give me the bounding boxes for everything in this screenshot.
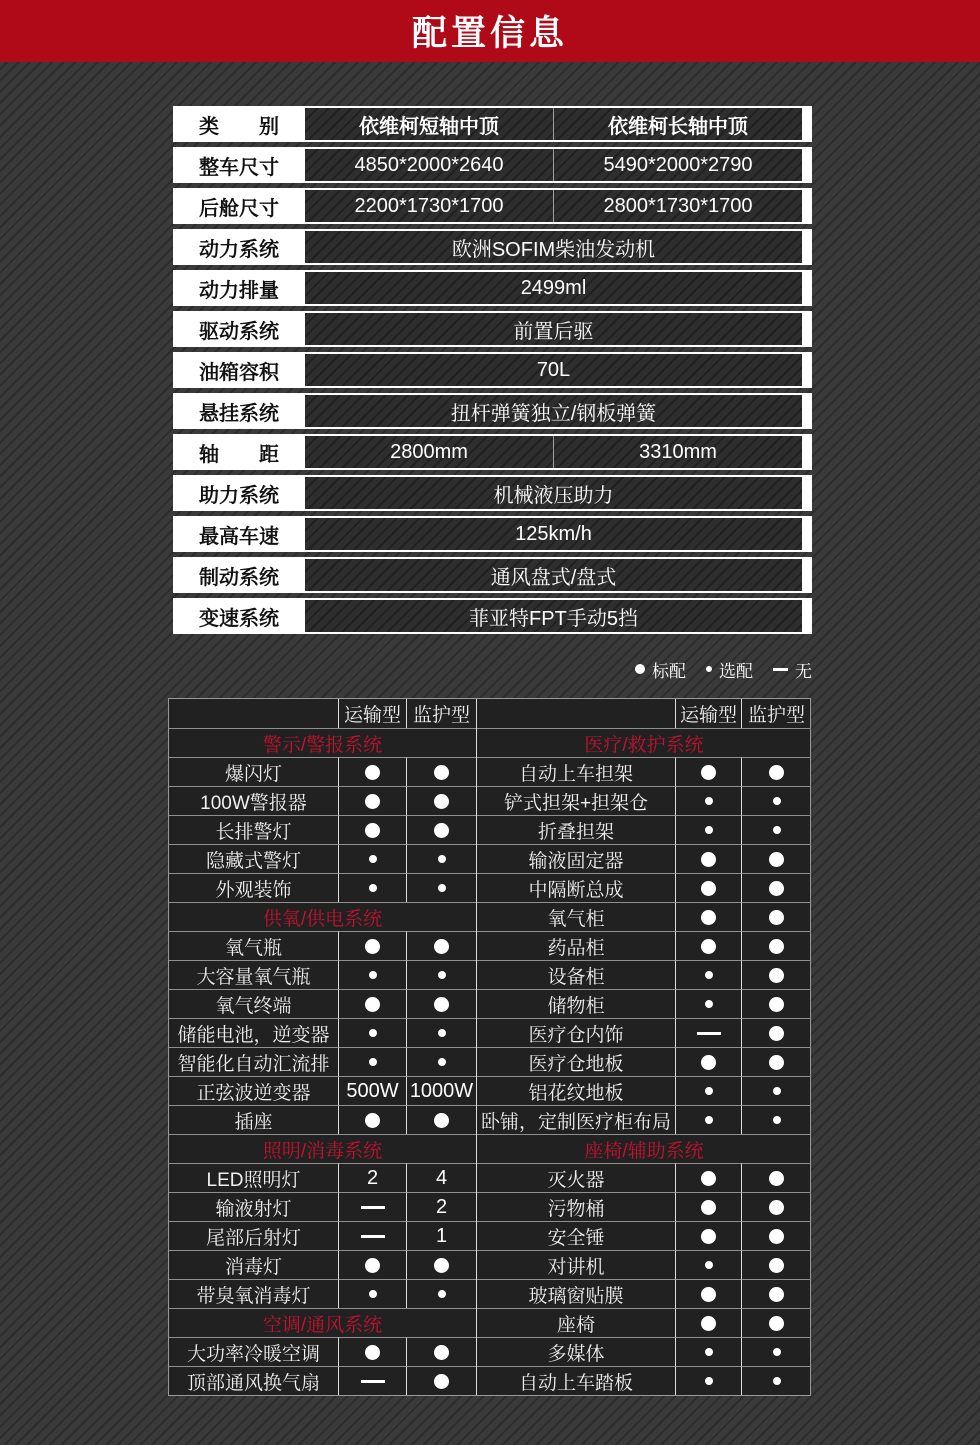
feature-value-monitor <box>741 1047 811 1076</box>
standard-dot-icon <box>434 939 449 954</box>
section-header: 照明/消毒系统 <box>169 1134 476 1163</box>
spec-row <box>173 147 812 183</box>
feature-value-transport <box>338 1250 406 1279</box>
spec-label: 助力系统 <box>199 484 279 507</box>
optional-dot-icon <box>438 1029 446 1037</box>
feature-value-monitor <box>406 1018 476 1047</box>
standard-dot-icon <box>365 1113 380 1128</box>
spec-label: 轴 距 <box>199 443 279 466</box>
standard-dot-icon <box>365 794 380 809</box>
feature-value-transport <box>675 902 741 931</box>
optional-dot-icon <box>438 1058 446 1066</box>
banner <box>0 0 980 62</box>
feature-value-transport <box>675 1105 741 1134</box>
feature-value-transport <box>675 844 741 873</box>
standard-dot-icon <box>701 1287 716 1302</box>
feature-value-monitor <box>741 1192 811 1221</box>
feature-value-transport <box>675 1221 741 1250</box>
feature-value-transport <box>338 989 406 1018</box>
feature-value-monitor <box>406 873 476 902</box>
standard-dot-icon <box>769 997 784 1012</box>
spec-row <box>173 475 812 511</box>
feature-value-transport <box>338 1337 406 1366</box>
optional-dot-icon <box>705 971 713 979</box>
standard-dot-icon <box>769 1171 784 1186</box>
optional-dot-icon <box>369 1290 377 1298</box>
feature-value-transport <box>338 931 406 960</box>
section-header: 医疗/救护系统 <box>477 728 811 757</box>
feature-value-transport <box>338 1076 406 1105</box>
spec-values <box>305 190 802 222</box>
feature-value-transport <box>338 815 406 844</box>
spec-value: 2499ml <box>520 276 587 299</box>
feature-label: 氧气终端 <box>169 989 338 1018</box>
ring-dot-icon <box>706 666 712 672</box>
feature-value-monitor <box>406 960 476 989</box>
optional-dot-icon <box>773 1087 781 1095</box>
spec-values <box>305 559 802 591</box>
feature-value-transport <box>338 1163 406 1192</box>
standard-dot-icon <box>769 1316 784 1331</box>
legend-label: 标配 <box>652 661 686 681</box>
optional-dot-icon <box>705 1116 713 1124</box>
filled-dot-icon <box>635 664 645 674</box>
standard-dot-icon <box>365 765 380 780</box>
feature-label: 输液固定器 <box>477 844 675 873</box>
feature-label: 智能化自动汇流排 <box>169 1047 338 1076</box>
spec-row <box>173 434 812 470</box>
feature-value-monitor <box>741 1250 811 1279</box>
feature-value-transport <box>338 1366 406 1395</box>
standard-dot-icon <box>769 852 784 867</box>
spec-value: 5490*2000*2790 <box>553 149 802 181</box>
none-dash-icon <box>361 1380 385 1383</box>
feature-value-monitor <box>741 1279 811 1308</box>
feature-value-monitor <box>741 815 811 844</box>
feature-value-monitor <box>741 786 811 815</box>
feature-value-monitor <box>741 1163 811 1192</box>
feature-value-monitor <box>741 757 811 786</box>
feature-label: 折叠担架 <box>477 815 675 844</box>
feature-value-transport <box>338 1018 406 1047</box>
standard-dot-icon <box>701 1316 716 1331</box>
standard-dot-icon <box>701 910 716 925</box>
standard-dot-icon <box>434 1374 449 1389</box>
spec-value: 依维柯长轴中顶 <box>553 108 802 140</box>
legend-label: 无 <box>795 661 812 681</box>
feature-label: 尾部后射灯 <box>169 1221 338 1250</box>
spec-values <box>305 108 802 140</box>
feature-label: 铲式担架+担架仓 <box>477 786 675 815</box>
spec-value: 前置后驱 <box>513 320 594 343</box>
optional-dot-icon <box>438 971 446 979</box>
spec-row <box>173 557 812 593</box>
spec-values <box>305 600 802 632</box>
section-header: 供氧/供电系统 <box>169 902 476 931</box>
spec-value: 3310mm <box>553 436 802 468</box>
standard-dot-icon <box>769 968 784 983</box>
spec-label: 类 别 <box>199 115 279 138</box>
spec-row <box>173 598 812 634</box>
feature-label: 药品柜 <box>477 931 675 960</box>
feature-value-monitor <box>406 1047 476 1076</box>
spec-values <box>305 149 802 181</box>
dash-icon <box>773 668 788 671</box>
standard-dot-icon <box>365 823 380 838</box>
feature-label: 插座 <box>169 1105 338 1134</box>
feature-table <box>168 698 811 1396</box>
feature-label: 氧气瓶 <box>169 931 338 960</box>
spec-value: 依维柯短轴中顶 <box>359 115 499 138</box>
spec-values <box>305 231 802 263</box>
feature-value-monitor <box>406 1366 476 1395</box>
spec-row <box>173 311 812 347</box>
feature-value-monitor <box>406 1163 476 1192</box>
optional-dot-icon <box>773 1348 781 1356</box>
spec-table <box>173 106 812 639</box>
feature-label: 医疗仓内饰 <box>477 1018 675 1047</box>
feature-label: 顶部通风换气扇 <box>169 1366 338 1395</box>
feature-label: 消毒灯 <box>169 1250 338 1279</box>
feature-value-monitor <box>741 1337 811 1366</box>
feature-label: 中隔断总成 <box>477 873 675 902</box>
spec-value: 4850*2000*2640 <box>354 153 504 176</box>
standard-dot-icon <box>701 1171 716 1186</box>
optional-dot-icon <box>705 1087 713 1095</box>
standard-dot-icon <box>701 939 716 954</box>
feature-value-transport <box>338 1047 406 1076</box>
spec-value: 2800*1730*1700 <box>553 190 802 222</box>
feature-label: 储物柜 <box>477 989 675 1018</box>
feature-label: 氧气柜 <box>477 902 675 931</box>
feature-value-monitor <box>406 1105 476 1134</box>
spec-value: 通风盘式/盘式 <box>490 566 617 589</box>
standard-dot-icon <box>365 1345 380 1360</box>
standard-dot-icon <box>769 1229 784 1244</box>
spec-row <box>173 393 812 429</box>
feature-value-monitor <box>741 960 811 989</box>
feature-value-transport <box>338 1221 406 1250</box>
standard-dot-icon <box>365 939 380 954</box>
feature-label: 多媒体 <box>477 1337 675 1366</box>
feature-value-transport <box>675 1366 741 1395</box>
spec-row <box>173 229 812 265</box>
spec-row <box>173 352 812 388</box>
spec-label: 驱动系统 <box>199 320 279 343</box>
feature-value-transport <box>675 1076 741 1105</box>
optional-dot-icon <box>705 797 713 805</box>
optional-dot-icon <box>438 855 446 863</box>
cell-value: 1 <box>435 1224 448 1247</box>
spec-row <box>173 270 812 306</box>
feature-value-monitor <box>741 931 811 960</box>
feature-label: 外观装饰 <box>169 873 338 902</box>
spec-value: 2200*1730*1700 <box>354 194 504 217</box>
standard-dot-icon <box>769 881 784 896</box>
feature-label: 设备柜 <box>477 960 675 989</box>
spec-label: 动力排量 <box>199 279 279 302</box>
spec-value: 欧洲SOFIM柴油发动机 <box>451 238 656 261</box>
feature-value-monitor <box>741 1366 811 1395</box>
spec-value: 2800mm <box>390 440 468 463</box>
standard-dot-icon <box>434 823 449 838</box>
feature-label: 爆闪灯 <box>169 757 338 786</box>
optional-dot-icon <box>773 1116 781 1124</box>
feature-value-monitor <box>741 989 811 1018</box>
feature-label: 灭火器 <box>477 1163 675 1192</box>
optional-dot-icon <box>773 826 781 834</box>
feature-label: 正弦波逆变器 <box>169 1076 338 1105</box>
feature-label: 输液射灯 <box>169 1192 338 1221</box>
standard-dot-icon <box>434 1258 449 1273</box>
page-title: 配置信息 <box>411 14 568 53</box>
optional-dot-icon <box>705 1000 713 1008</box>
feature-value-transport <box>338 1192 406 1221</box>
standard-dot-icon <box>769 1055 784 1070</box>
optional-dot-icon <box>369 1058 377 1066</box>
feature-value-monitor <box>741 1076 811 1105</box>
feature-value-monitor <box>406 1076 476 1105</box>
column-header-spacer <box>477 699 675 728</box>
standard-dot-icon <box>769 1287 784 1302</box>
feature-value-transport <box>338 786 406 815</box>
standard-dot-icon <box>434 1113 449 1128</box>
feature-value-monitor <box>741 873 811 902</box>
optional-dot-icon <box>369 971 377 979</box>
standard-dot-icon <box>701 765 716 780</box>
column-header-transport: 运输型 <box>675 699 741 728</box>
column-header-monitor: 监护型 <box>406 699 476 728</box>
feature-value-transport <box>675 815 741 844</box>
standard-dot-icon <box>769 1200 784 1215</box>
spec-values <box>305 272 802 304</box>
spec-value: 125km/h <box>515 522 592 545</box>
feature-value-transport <box>338 1105 406 1134</box>
standard-dot-icon <box>701 881 716 896</box>
optional-dot-icon <box>773 797 781 805</box>
feature-value-transport <box>675 1250 741 1279</box>
column-header-transport: 运输型 <box>338 699 406 728</box>
spec-values <box>305 477 802 509</box>
none-dash-icon <box>361 1235 385 1238</box>
feature-value-monitor <box>741 1308 811 1337</box>
standard-dot-icon <box>701 852 716 867</box>
feature-value-monitor <box>406 1192 476 1221</box>
feature-label: 大功率冷暖空调 <box>169 1337 338 1366</box>
standard-dot-icon <box>701 1200 716 1215</box>
feature-label: 自动上车担架 <box>477 757 675 786</box>
standard-dot-icon <box>701 1229 716 1244</box>
feature-label: 污物桶 <box>477 1192 675 1221</box>
spec-values <box>305 436 802 468</box>
standard-dot-icon <box>365 1258 380 1273</box>
standard-dot-icon <box>434 794 449 809</box>
optional-dot-icon <box>369 1029 377 1037</box>
cell-value: 500W <box>346 1079 399 1102</box>
feature-value-monitor <box>406 1250 476 1279</box>
feature-label: LED照明灯 <box>169 1163 338 1192</box>
optional-dot-icon <box>369 884 377 892</box>
optional-dot-icon <box>773 1377 781 1385</box>
feature-value-monitor <box>741 1221 811 1250</box>
feature-value-transport <box>675 1163 741 1192</box>
feature-label: 100W警报器 <box>169 786 338 815</box>
none-dash-icon <box>361 1206 385 1209</box>
optional-dot-icon <box>705 826 713 834</box>
feature-label: 铝花纹地板 <box>477 1076 675 1105</box>
legend-item-optional <box>706 657 753 682</box>
spec-values <box>305 354 802 386</box>
optional-dot-icon <box>705 1377 713 1385</box>
feature-value-transport <box>675 1192 741 1221</box>
standard-dot-icon <box>434 1345 449 1360</box>
standard-dot-icon <box>769 1258 784 1273</box>
feature-value-monitor <box>406 786 476 815</box>
feature-value-transport <box>675 989 741 1018</box>
legend <box>635 657 812 681</box>
feature-value-monitor <box>406 931 476 960</box>
feature-value-transport <box>338 757 406 786</box>
spec-value: 菲亚特FPT手动5挡 <box>469 607 638 630</box>
feature-value-transport <box>675 1018 741 1047</box>
legend-item-standard <box>635 657 686 682</box>
feature-label: 对讲机 <box>477 1250 675 1279</box>
feature-label: 自动上车踏板 <box>477 1366 675 1395</box>
feature-value-transport <box>675 786 741 815</box>
cell-value: 2 <box>435 1195 448 1218</box>
standard-dot-icon <box>434 765 449 780</box>
none-dash-icon <box>697 1032 721 1035</box>
spec-values <box>305 518 802 550</box>
feature-value-monitor <box>406 989 476 1018</box>
feature-value-transport <box>675 1047 741 1076</box>
spec-value: 扭杆弹簧独立/钢板弹簧 <box>450 402 657 425</box>
feature-value-transport <box>675 1308 741 1337</box>
feature-value-transport <box>675 931 741 960</box>
spec-label: 动力系统 <box>199 238 279 261</box>
spec-label: 悬挂系统 <box>199 402 279 425</box>
feature-label: 医疗仓地板 <box>477 1047 675 1076</box>
spec-label: 最高车速 <box>199 525 279 548</box>
feature-value-transport <box>338 873 406 902</box>
feature-value-transport <box>675 1337 741 1366</box>
feature-label: 座椅 <box>477 1308 675 1337</box>
column-header-monitor: 监护型 <box>741 699 811 728</box>
spec-value: 机械液压助力 <box>493 484 614 507</box>
section-header: 空调/通风系统 <box>169 1308 476 1337</box>
cell-value: 1000W <box>409 1079 474 1102</box>
feature-value-monitor <box>406 757 476 786</box>
standard-dot-icon <box>769 1026 784 1041</box>
feature-label: 隐藏式警灯 <box>169 844 338 873</box>
feature-label: 玻璃窗贴膜 <box>477 1279 675 1308</box>
feature-value-transport <box>675 960 741 989</box>
optional-dot-icon <box>369 855 377 863</box>
feature-half-0 <box>169 699 476 1395</box>
spec-label: 整车尺寸 <box>199 156 279 179</box>
feature-value-monitor <box>406 1337 476 1366</box>
standard-dot-icon <box>434 997 449 1012</box>
feature-value-transport <box>675 873 741 902</box>
spec-row <box>173 516 812 552</box>
section-header: 警示/警报系统 <box>169 728 476 757</box>
feature-value-monitor <box>741 902 811 931</box>
feature-label: 卧铺，定制医疗柜布局 <box>477 1105 675 1134</box>
spec-label: 制动系统 <box>199 566 279 589</box>
feature-value-transport <box>338 1279 406 1308</box>
feature-value-monitor <box>406 815 476 844</box>
spec-row <box>173 188 812 224</box>
feature-half-1 <box>476 699 811 1395</box>
feature-value-transport <box>675 1279 741 1308</box>
spec-values <box>305 395 802 427</box>
feature-label: 长排警灯 <box>169 815 338 844</box>
feature-label: 安全锤 <box>477 1221 675 1250</box>
spec-label: 变速系统 <box>199 607 279 630</box>
spec-label: 油箱容积 <box>199 361 279 384</box>
standard-dot-icon <box>701 1055 716 1070</box>
feature-value-transport <box>338 960 406 989</box>
feature-value-monitor <box>741 844 811 873</box>
spec-value: 70L <box>536 358 571 381</box>
standard-dot-icon <box>769 765 784 780</box>
legend-label: 选配 <box>719 661 753 681</box>
optional-dot-icon <box>705 1261 713 1269</box>
cell-value: 4 <box>435 1166 448 1189</box>
feature-value-transport <box>675 757 741 786</box>
section-header: 座椅/辅助系统 <box>477 1134 811 1163</box>
optional-dot-icon <box>705 1348 713 1356</box>
feature-value-monitor <box>406 1221 476 1250</box>
spec-values <box>305 313 802 345</box>
feature-label: 大容量氧气瓶 <box>169 960 338 989</box>
feature-value-monitor <box>406 844 476 873</box>
standard-dot-icon <box>365 997 380 1012</box>
feature-value-monitor <box>741 1105 811 1134</box>
feature-value-monitor <box>406 1279 476 1308</box>
column-header-spacer <box>169 699 338 728</box>
cell-value: 2 <box>366 1166 379 1189</box>
optional-dot-icon <box>438 884 446 892</box>
feature-value-transport <box>338 844 406 873</box>
spec-label: 后舱尺寸 <box>199 197 279 220</box>
spec-row <box>173 106 812 142</box>
optional-dot-icon <box>438 1290 446 1298</box>
standard-dot-icon <box>769 910 784 925</box>
feature-label: 带臭氧消毒灯 <box>169 1279 338 1308</box>
standard-dot-icon <box>769 939 784 954</box>
legend-item-none <box>773 657 812 682</box>
feature-label: 储能电池，逆变器 <box>169 1018 338 1047</box>
feature-value-monitor <box>741 1018 811 1047</box>
